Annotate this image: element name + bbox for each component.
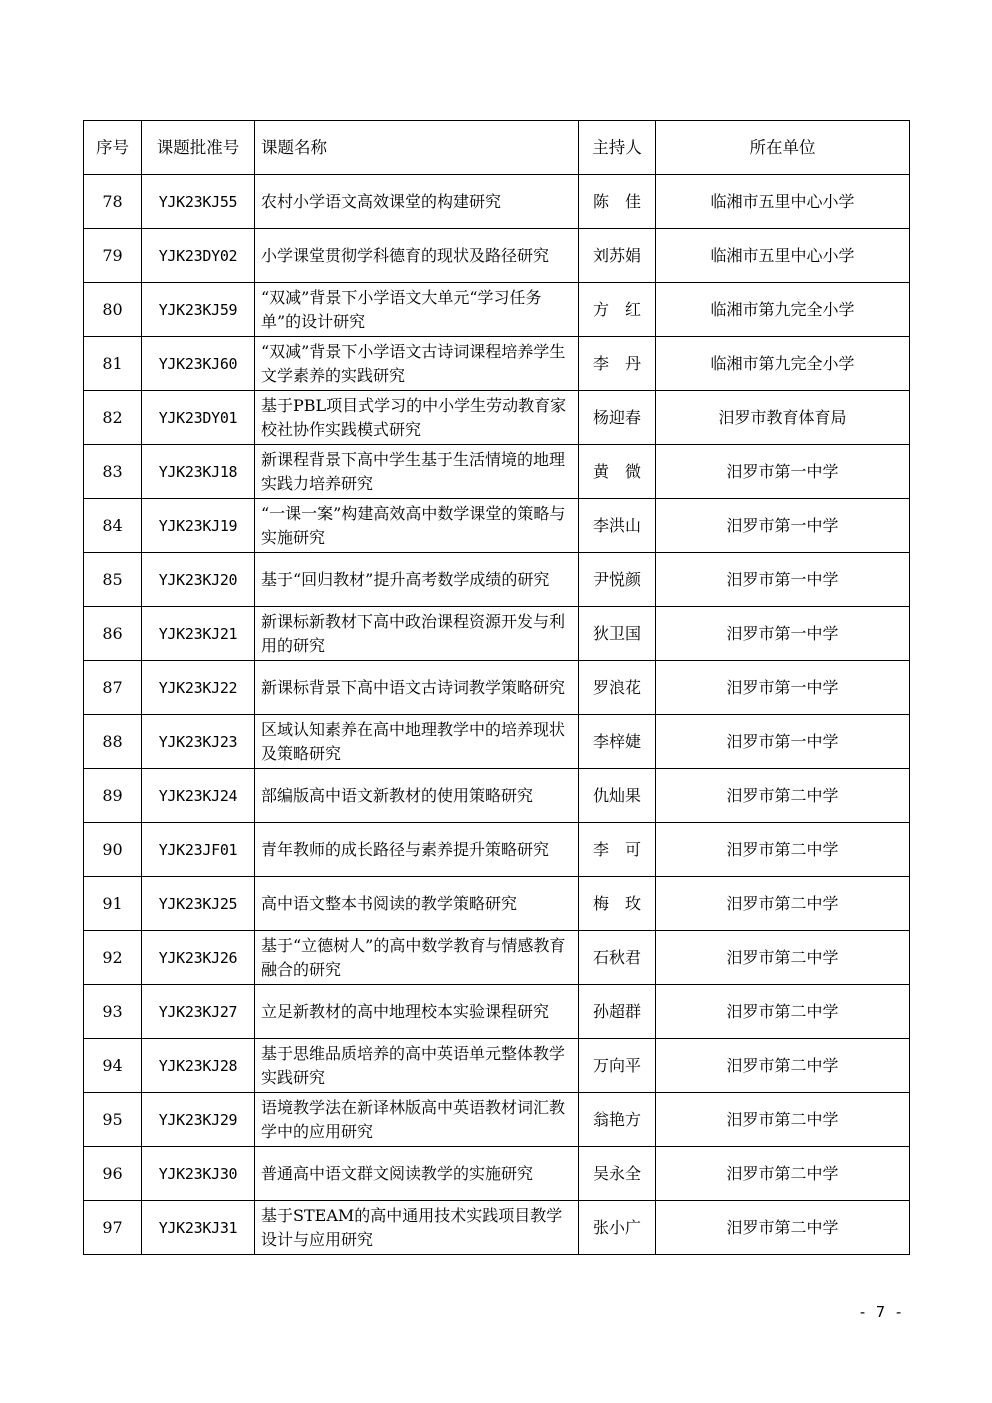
row-host: 梅 玫 — [579, 877, 656, 931]
row-project-title: 基于PBL项目式学习的中小学生劳动教育家校社协作实践模式研究 — [255, 391, 579, 445]
row-project-title: “一课一案”构建高效高中数学课堂的策略与实施研究 — [255, 499, 579, 553]
row-approval-number: YJK23KJ20 — [142, 553, 255, 607]
row-unit: 汨罗市第一中学 — [656, 715, 910, 769]
row-project-title: 农村小学语文高效课堂的构建研究 — [255, 175, 579, 229]
row-serial-number: 87 — [84, 661, 142, 715]
row-serial-number: 91 — [84, 877, 142, 931]
row-host: 李 丹 — [579, 337, 656, 391]
row-project-title: 小学课堂贯彻学科德育的现状及路径研究 — [255, 229, 579, 283]
table-row — [84, 391, 910, 445]
table-row — [84, 715, 910, 769]
row-project-title: “双减”背景下小学语文古诗词课程培养学生文学素养的实践研究 — [255, 337, 579, 391]
row-serial-number: 88 — [84, 715, 142, 769]
row-project-title: 青年教师的成长路径与素养提升策略研究 — [255, 823, 579, 877]
row-serial-number: 78 — [84, 175, 142, 229]
row-host: 尹悦颜 — [579, 553, 656, 607]
row-approval-number: YJK23KJ59 — [142, 283, 255, 337]
table-row — [84, 877, 910, 931]
row-host: 石秋君 — [579, 931, 656, 985]
row-approval-number: YJK23KJ23 — [142, 715, 255, 769]
row-host: 方 红 — [579, 283, 656, 337]
row-host: 万向平 — [579, 1039, 656, 1093]
row-unit: 临湘市五里中心小学 — [656, 175, 910, 229]
row-serial-number: 95 — [84, 1093, 142, 1147]
row-serial-number: 94 — [84, 1039, 142, 1093]
row-host: 翁艳方 — [579, 1093, 656, 1147]
row-unit: 汨罗市第一中学 — [656, 445, 910, 499]
table-row — [84, 769, 910, 823]
row-unit: 汨罗市第二中学 — [656, 931, 910, 985]
project-table — [83, 120, 910, 1255]
row-unit: 临湘市第九完全小学 — [656, 283, 910, 337]
row-unit: 汨罗市第二中学 — [656, 877, 910, 931]
row-project-title: 新课程背景下高中学生基于生活情境的地理实践力培养研究 — [255, 445, 579, 499]
table-row — [84, 607, 910, 661]
row-project-title: 普通高中语文群文阅读教学的实施研究 — [255, 1147, 579, 1201]
row-approval-number: YJK23KJ30 — [142, 1147, 255, 1201]
row-unit: 汨罗市第二中学 — [656, 1147, 910, 1201]
row-host: 黄 微 — [579, 445, 656, 499]
table-row — [84, 553, 910, 607]
row-approval-number: YJK23KJ18 — [142, 445, 255, 499]
row-unit: 汨罗市第一中学 — [656, 661, 910, 715]
row-host: 李梓婕 — [579, 715, 656, 769]
row-host: 吴永全 — [579, 1147, 656, 1201]
row-serial-number: 79 — [84, 229, 142, 283]
row-approval-number: YJK23KJ29 — [142, 1093, 255, 1147]
row-approval-number: YJK23KJ28 — [142, 1039, 255, 1093]
row-serial-number: 90 — [84, 823, 142, 877]
header-unit: 所在单位 — [656, 121, 910, 175]
row-approval-number: YJK23JF01 — [142, 823, 255, 877]
row-project-title: “双减”背景下小学语文大单元“学习任务单”的设计研究 — [255, 283, 579, 337]
row-project-title: 基于STEAM的高中通用技术实践项目教学设计与应用研究 — [255, 1201, 579, 1255]
row-approval-number: YJK23KJ21 — [142, 607, 255, 661]
header-serial-number: 序号 — [84, 121, 142, 175]
row-host: 狄卫国 — [579, 607, 656, 661]
row-serial-number: 85 — [84, 553, 142, 607]
table-row — [84, 823, 910, 877]
row-serial-number: 82 — [84, 391, 142, 445]
row-project-title: 语境教学法在新译林版高中英语教材词汇教学中的应用研究 — [255, 1093, 579, 1147]
row-host: 杨迎春 — [579, 391, 656, 445]
row-approval-number: YJK23KJ19 — [142, 499, 255, 553]
row-unit: 汨罗市第二中学 — [656, 769, 910, 823]
row-serial-number: 86 — [84, 607, 142, 661]
row-unit: 汨罗市第二中学 — [656, 823, 910, 877]
row-serial-number: 89 — [84, 769, 142, 823]
row-approval-number: YJK23DY01 — [142, 391, 255, 445]
row-host: 陈 佳 — [579, 175, 656, 229]
row-approval-number: YJK23KJ25 — [142, 877, 255, 931]
row-host: 罗浪花 — [579, 661, 656, 715]
table-row — [84, 1201, 910, 1255]
table-body — [84, 175, 910, 1255]
row-unit: 汨罗市第二中学 — [656, 1201, 910, 1255]
table-row — [84, 1039, 910, 1093]
table-row — [84, 1093, 910, 1147]
row-host: 仇灿果 — [579, 769, 656, 823]
header-project-title: 课题名称 — [255, 121, 579, 175]
table-row — [84, 337, 910, 391]
row-approval-number: YJK23KJ26 — [142, 931, 255, 985]
table-row — [84, 175, 910, 229]
row-project-title: 新课标背景下高中语文古诗词教学策略研究 — [255, 661, 579, 715]
table-row — [84, 499, 910, 553]
row-approval-number: YJK23KJ24 — [142, 769, 255, 823]
row-project-title: 区域认知素养在高中地理教学中的培养现状及策略研究 — [255, 715, 579, 769]
row-host: 孙超群 — [579, 985, 656, 1039]
row-project-title: 部编版高中语文新教材的使用策略研究 — [255, 769, 579, 823]
row-project-title: 基于“立德树人”的高中数学教育与情感教育融合的研究 — [255, 931, 579, 985]
header-host: 主持人 — [579, 121, 656, 175]
row-project-title: 新课标新教材下高中政治课程资源开发与利用的研究 — [255, 607, 579, 661]
row-project-title: 高中语文整本书阅读的教学策略研究 — [255, 877, 579, 931]
row-project-title: 基于思维品质培养的高中英语单元整体教学实践研究 — [255, 1039, 579, 1093]
row-project-title: 基于“回归教材”提升高考数学成绩的研究 — [255, 553, 579, 607]
row-unit: 临湘市第九完全小学 — [656, 337, 910, 391]
table-header-row — [84, 121, 910, 175]
row-host: 张小广 — [579, 1201, 656, 1255]
table-row — [84, 661, 910, 715]
table-row — [84, 445, 910, 499]
table-row — [84, 283, 910, 337]
row-serial-number: 84 — [84, 499, 142, 553]
row-approval-number: YJK23KJ22 — [142, 661, 255, 715]
row-unit: 汨罗市第一中学 — [656, 499, 910, 553]
row-serial-number: 83 — [84, 445, 142, 499]
row-approval-number: YJK23KJ31 — [142, 1201, 255, 1255]
row-serial-number: 97 — [84, 1201, 142, 1255]
row-unit: 汨罗市第二中学 — [656, 985, 910, 1039]
row-unit: 汨罗市第一中学 — [656, 607, 910, 661]
row-serial-number: 96 — [84, 1147, 142, 1201]
row-approval-number: YJK23KJ55 — [142, 175, 255, 229]
row-unit: 临湘市五里中心小学 — [656, 229, 910, 283]
row-serial-number: 92 — [84, 931, 142, 985]
row-serial-number: 80 — [84, 283, 142, 337]
row-serial-number: 81 — [84, 337, 142, 391]
row-approval-number: YJK23DY02 — [142, 229, 255, 283]
row-unit: 汨罗市第一中学 — [656, 553, 910, 607]
row-unit: 汨罗市第二中学 — [656, 1039, 910, 1093]
row-host: 刘苏娟 — [579, 229, 656, 283]
row-host: 李 可 — [579, 823, 656, 877]
row-approval-number: YJK23KJ60 — [142, 337, 255, 391]
table-row — [84, 229, 910, 283]
row-host: 李洪山 — [579, 499, 656, 553]
header-approval-number: 课题批准号 — [142, 121, 255, 175]
row-serial-number: 93 — [84, 985, 142, 1039]
table-row — [84, 1147, 910, 1201]
page-number: - 7 - — [858, 1303, 904, 1321]
row-project-title: 立足新教材的高中地理校本实验课程研究 — [255, 985, 579, 1039]
row-unit: 汨罗市第二中学 — [656, 1093, 910, 1147]
table-row — [84, 985, 910, 1039]
row-unit: 汨罗市教育体育局 — [656, 391, 910, 445]
table-row — [84, 931, 910, 985]
row-approval-number: YJK23KJ27 — [142, 985, 255, 1039]
